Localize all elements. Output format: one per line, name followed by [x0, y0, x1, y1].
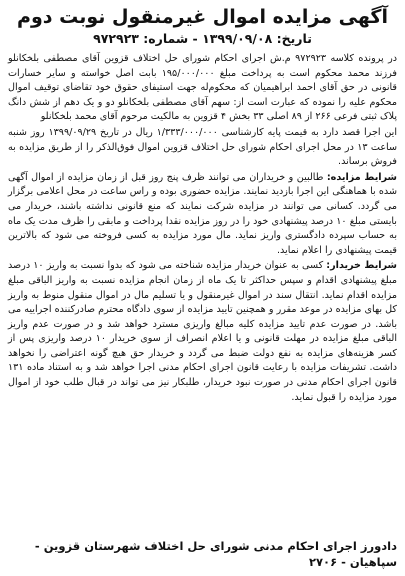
paragraph-text: کسی به عنوان خریدار مزایده شناخته می شود که بدوا نسبت به واریز ۱۰ درصد مبلغ پیشنهادی اقدام و سپس حداکثر تا یک ماه از زمان انجام مزایده نسبت به واریز الباقی مبلغ مزایده اقدام نماید. انتقال سند در اموال غیرمنقول و یا تسلیم مال در اموال منقول منوط به واریز کل بهای مزایده در موعد مقرر و همچنین تایید مزایده از سوی دادگاه محترم صادرکننده اجراییه می باشد. در صورت عدم تایید مزایده کلیه مبالغ واریزی مسترد خواهد شد و در صورت عدم واریز الباقی مبلغ مزایده در مهلت قانونی و یا اعلام انصراف از سوی خریدار ۱۰ درصد واریزی پس از کسر هزینه‌های مزایده به نفع دولت ضبط می گردد و خریدار حق هیچ گونه اعتراضی را نخواهد داشت. تشریفات مزایده با رعایت قانون اجرای احکام مدنی اجرا خواهد شد و به استناد ماده ۱۳۱ قانون اجرای احکام مدنی در صورت نبود خریدار، طلبکار نیز می تواند در قبال طلب خود از اموال مورد مزایده را قبول نماید.	[8, 260, 398, 403]
notice-body	[8, 52, 397, 405]
signature-line: دادورز اجرای احکام مدنی شورای حل اختلاف شهرستان قزوین - سپاهیان - ۲۷۰۶	[34, 539, 397, 569]
paragraph-text: این اجرا قصد دارد به قیمت پایه کارشناسی ۱/۳۳۳/۰۰۰/۰۰۰ ریال در تاریخ ۱۳۹۹/۰۹/۲۹ روز شنبه ساعت ۱۳ در محل اجرای احکام شورای حل اختلاف قزوین اموال فوق‌الذکر را از طریق مزایده به فروش برساند.	[8, 126, 398, 168]
paragraph-label: شرایط خریدار:	[326, 260, 397, 272]
date-and-number: تاریخ: ۱۳۹۹/۰۹/۰۸ - شماره: ۹۷۲۹۲۳	[93, 31, 312, 46]
paragraph-label: شرایط مزایده:	[326, 171, 397, 183]
paragraph-buyer-conditions	[8, 259, 397, 405]
paragraph-text: در پرونده کلاسه ۹۷۲۹۲۳ م.ش اجرای احکام شورای حل اختلاف قزوین آقای مصطفی بلخکانلو فرزند محمد محکوم است به پرداخت مبلغ ۱۹۵/۰۰۰/۰۰۰ بابت اصل خواسته و سایر خسارات قانونی در حق آقای احمد ابراهیمیان که محکوم‌له جهت استیفای حقوق خود تقاضای توقیف اموال محکوم علیه را نموده که عبارت است از: سهم آقای مصطفی بلخکانلو دو و یک دهم از شش دانگ پلاک ثبتی فرعی ۲۶۶ از ۸۹ اصلی ۳۳ بخش ۴ قزوین به مالکیت مرحوم آقای محمد بلخکانلو	[8, 53, 398, 123]
notice-title: آگهی مزایده اموال غیرمنقول نوبت دوم	[17, 6, 388, 28]
paragraph-case-details	[8, 52, 397, 125]
paragraph-auction-time	[8, 126, 397, 170]
paragraph-auction-conditions	[8, 171, 397, 259]
paragraph-text: طالبین و خریداران می توانند ظرف پنج روز قبل از زمان مزایده از اموال آگهی شده با هماهنگی این اجرا بازدید نمایند. مزایده حضوری بوده و راس ساعت در محل اعلامی برگزار می گردد. کسانی می توانند در مزایده شرکت نمایند که منع قانونی نداشته باشند، خریدار می بایستی مبلغ ۱۰ درصد پیشنهادی خود را در روز مزایده نقدا پرداخت و مابقی را ظرف مدت یک ماه به حساب سپرده دادگستری واریز نماید. مال مورد مزایده به کسی فروخته می شود که بالاترین قیمت پیشنهادی را اعلام نماید.	[8, 171, 397, 256]
